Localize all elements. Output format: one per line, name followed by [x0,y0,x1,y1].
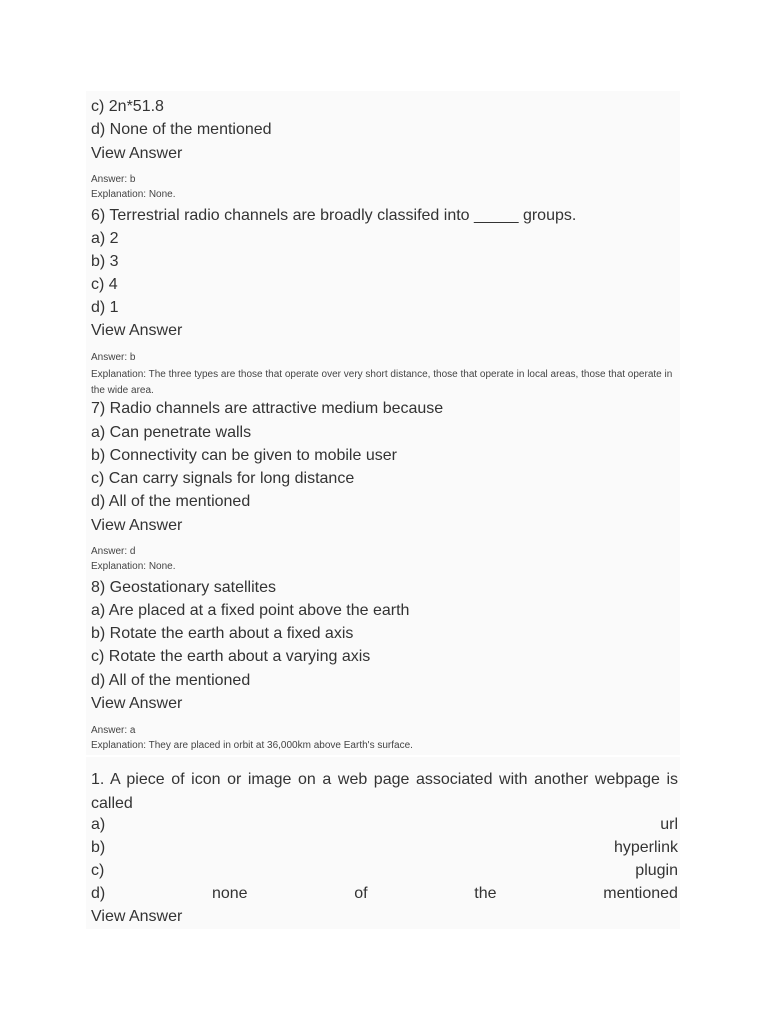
q8-option-d: d) All of the mentioned [91,672,251,689]
option-label: d) [91,885,106,902]
web-q1-option-b [91,838,678,858]
q6-option-c: c) 4 [91,276,118,293]
q7-option-c: c) Can carry signals for long distance [91,470,355,487]
q5-explanation: Explanation: None. [91,189,176,200]
option-text: plugin [635,862,678,879]
q7-view-answer-link[interactable]: View Answer [91,517,183,534]
q7-question: 7) Radio channels are attractive medium because [91,400,444,417]
q6-option-d: d) 1 [91,299,119,316]
q6-option-a: a) 2 [91,230,119,247]
q5-option-d: d) None of the mentioned [91,121,272,138]
q7-answer: Answer: d [91,546,136,557]
q5-answer: Answer: b [91,174,136,185]
option-label: a) [91,816,106,833]
q8-view-answer-link[interactable]: View Answer [91,695,183,712]
q8-explanation: Explanation: They are placed in orbit at 36,000km above Earth's surface. [91,740,413,751]
q6-question: 6) Terrestrial radio channels are broadly classifed into _____ groups. [91,207,577,224]
q8-option-a: a) Are placed at a fixed point above the earth [91,602,410,619]
option-label: b) [91,839,106,856]
web-q1-question: 1. A piece of icon or image on a web page associated with another webpage is called [91,771,678,812]
q5-view-answer-link[interactable]: View Answer [91,145,183,162]
option-text: url [660,816,678,833]
option-text: hyperlink [613,839,678,856]
q7-option-a: a) Can penetrate walls [91,424,252,441]
option-word: mentioned [603,885,678,902]
option-word: none [211,885,248,902]
web-q1-view-answer-link[interactable]: View Answer [91,908,183,925]
q6-view-answer-link[interactable]: View Answer [91,322,183,339]
web-q1-option-c [91,861,678,881]
q7-option-b: b) Connectivity can be given to mobile user [91,447,397,464]
option-word: the [474,885,497,902]
q8-option-b: b) Rotate the earth about a fixed axis [91,625,354,642]
q8-option-c: c) Rotate the earth about a varying axis [91,648,371,665]
q6-answer: Answer: b [91,352,136,363]
option-label: c) [91,862,105,879]
q7-explanation: Explanation: None. [91,561,176,572]
q7-option-d: d) All of the mentioned [91,493,251,510]
option-word: of [354,885,368,902]
q8-answer: Answer: a [91,725,136,736]
web-q1-option-d [91,884,678,904]
web-q1-option-a [91,815,678,835]
q5-option-c: c) 2n*51.8 [91,98,164,115]
q6-explanation: Explanation: The three types are those that operate over very short distance, those that operate in local areas, those that operate in the wide area. [91,369,673,396]
q6-option-b: b) 3 [91,253,119,270]
q8-question: 8) Geostationary satellites [91,579,276,596]
